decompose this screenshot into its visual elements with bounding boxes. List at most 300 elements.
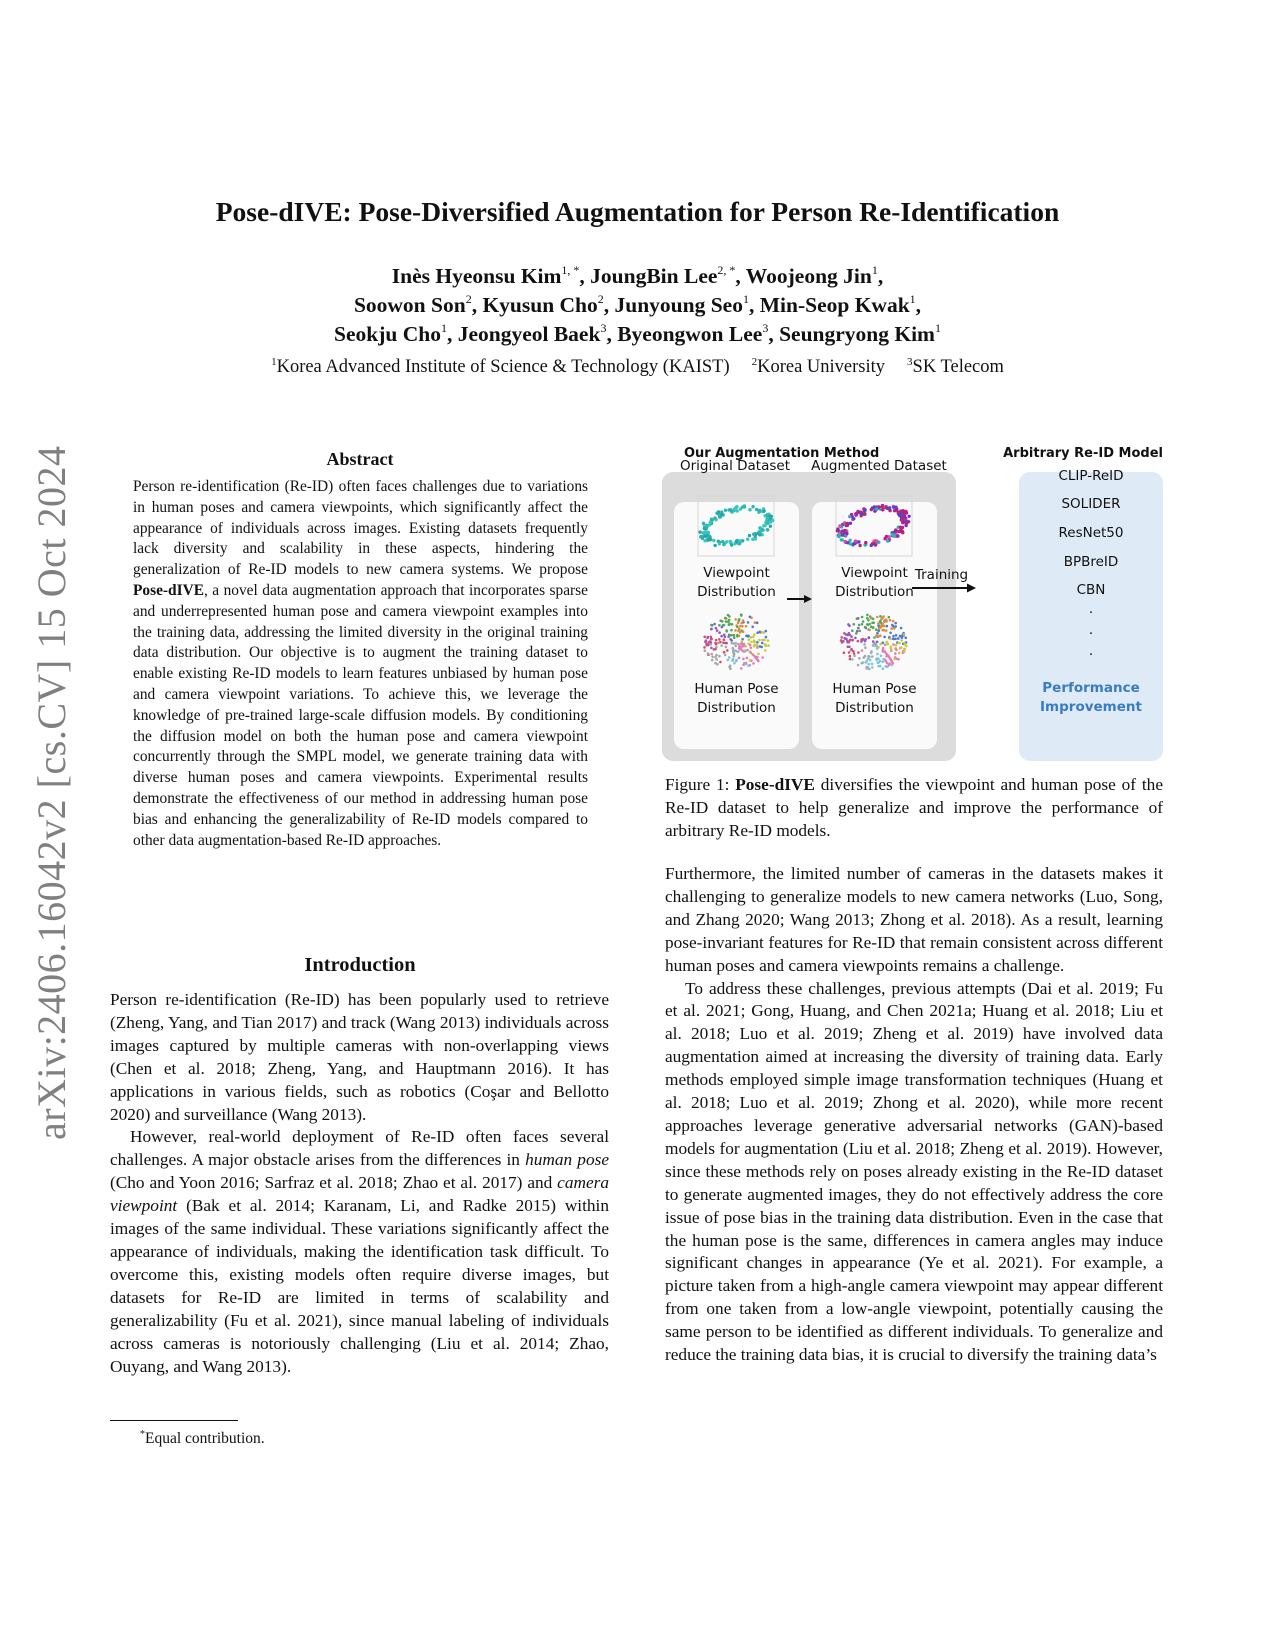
- pose-point: [886, 625, 889, 628]
- pose-point: [710, 628, 713, 631]
- author-affil: 1, *: [561, 263, 580, 277]
- pose-point: [724, 617, 727, 620]
- pose-point: [753, 633, 756, 636]
- pose-point: [714, 642, 717, 645]
- pose-point: [862, 661, 865, 664]
- pose-point: [877, 630, 880, 633]
- pose-point: [761, 642, 764, 645]
- viewpoint-point: [895, 529, 898, 532]
- viewpoint-point: [849, 522, 852, 525]
- right-column-text: [665, 863, 1163, 1367]
- viewpoint-point: [730, 509, 733, 512]
- pose-point: [730, 634, 733, 637]
- pose-point: [864, 638, 867, 641]
- pose-point: [857, 664, 860, 667]
- pose-point: [731, 642, 734, 645]
- pose-point: [864, 655, 867, 658]
- pose-point: [882, 647, 885, 650]
- paper-title: Pose-dIVE: Pose-Diversified Augmentation for Person Re-Identification: [215, 196, 1060, 227]
- model-cbn: CBN: [1076, 582, 1106, 598]
- viewpoint-point: [718, 542, 721, 545]
- pose-point: [851, 658, 854, 661]
- pose-point: [882, 642, 885, 645]
- pose-point: [714, 656, 717, 659]
- pose-point: [894, 658, 897, 661]
- pose-point: [733, 634, 736, 637]
- pose-point: [857, 617, 860, 620]
- viewpoint-point: [840, 538, 843, 541]
- author-line-1: Inès Hyeonsu Kim$^{1, *}$, JoungBin Lee$^{2, *}$, Woojeong Jin$^1$,: [391, 263, 884, 288]
- pose-point: [900, 646, 903, 649]
- paragraph: However, real-world deployment of Re-ID often faces several challenges. A major obstacle arises from the differences in human pose (Cho and Yoon 2016; Sarfraz et al. 2018; Zhao et al. 2017) and camera viewpoint (Bak et al. 2014; Karanam, Li, and Radke 2015) within images of the same individual. These variations significantly affect the appearance of individuals, making the identification task difficult. To overcome this, existing models often require diverse images, but datasets for Re-ID are limited in terms of scalability and generalizability (Fu et al. 2021), since manual labeling of individuals across cameras is notoriously challenging (Liu et al. 2014; Zhao, Ouyang, and Wang 2013).: [110, 1127, 609, 1376]
- original-dataset-title: Original Dataset: [680, 458, 790, 474]
- viewpoint-point: [891, 533, 894, 536]
- pose-point: [721, 626, 724, 629]
- pose-point: [734, 629, 737, 632]
- pose-point: [870, 617, 873, 620]
- pose-point: [706, 644, 709, 647]
- pose-point: [731, 623, 734, 626]
- pose-point: [738, 628, 741, 631]
- pose-point: [849, 655, 852, 658]
- ellipsis-dot: .: [1088, 622, 1094, 638]
- model-title: Arbitrary Re-ID Model: [1003, 446, 1163, 461]
- pose-point: [715, 658, 718, 661]
- viewpoint-point: [901, 509, 904, 512]
- pose-point: [868, 668, 871, 671]
- pose-point: [866, 614, 869, 617]
- author-affil: 1: [440, 321, 447, 335]
- pose-point: [716, 629, 719, 632]
- author-name: Seungryong Kim: [779, 322, 935, 346]
- viewpoint-point: [904, 524, 907, 527]
- pose-point: [889, 619, 892, 622]
- pose-point: [869, 623, 872, 626]
- pose-label-original: Human Pose Distribution: [694, 681, 779, 716]
- viewpoint-point: [712, 539, 715, 542]
- pose-point: [759, 645, 762, 648]
- pose-point: [892, 662, 895, 665]
- pose-point: [884, 644, 887, 647]
- viewpoint-point: [729, 540, 732, 543]
- author-name: Jeongyeol Baek: [457, 322, 601, 346]
- pose-point: [742, 663, 745, 666]
- pose-point: [725, 620, 728, 623]
- viewpoint-point: [858, 544, 861, 547]
- viewpoint-point: [881, 508, 884, 511]
- pose-point: [881, 629, 884, 632]
- pose-point: [724, 654, 727, 657]
- viewpoint-point: [748, 534, 751, 537]
- pose-point: [757, 660, 760, 663]
- pose-point: [885, 629, 888, 632]
- pose-point: [848, 632, 851, 635]
- pose-point: [868, 655, 871, 658]
- pose-point: [886, 642, 889, 645]
- model-clip-reid: CLIP-ReID: [1058, 468, 1124, 484]
- left-column-text: [110, 989, 609, 1378]
- pose-point: [865, 661, 868, 664]
- figure-1: [662, 446, 1164, 764]
- pose-point: [748, 639, 751, 642]
- author-list: [0, 262, 1275, 349]
- pose-point: [858, 624, 861, 627]
- viewpoint-point: [703, 539, 706, 542]
- pose-point: [725, 646, 728, 649]
- viewpoint-point: [838, 524, 841, 527]
- pose-point: [761, 656, 764, 659]
- pose-point: [897, 642, 900, 645]
- pose-point: [713, 623, 716, 626]
- viewpoint-point: [703, 531, 706, 534]
- pose-point: [890, 648, 893, 651]
- pose-point: [842, 640, 845, 643]
- pose-point: [719, 619, 722, 622]
- affil-name: Korea University: [757, 357, 886, 377]
- pose-point: [894, 638, 897, 641]
- pose-point: [846, 640, 849, 643]
- pose-point: [752, 636, 755, 639]
- method-title: Our Augmentation Method: [684, 446, 880, 461]
- viewpoint-point: [762, 509, 765, 512]
- author-name: Woojeong Jin: [745, 264, 872, 288]
- pose-point: [740, 643, 743, 646]
- pose-point: [703, 636, 706, 639]
- pose-point: [853, 623, 856, 626]
- affil-sup: 2: [751, 356, 758, 368]
- pose-point: [723, 634, 726, 637]
- viewpoint-point: [751, 505, 754, 508]
- viewpoint-point: [854, 539, 857, 542]
- pose-point: [735, 642, 738, 645]
- pose-point: [875, 628, 878, 631]
- viewpoint-point: [768, 515, 771, 518]
- viewpoint-point: [896, 534, 899, 537]
- pose-point: [742, 658, 745, 661]
- pose-point: [853, 652, 856, 655]
- pose-point: [894, 622, 897, 625]
- pose-point: [881, 623, 884, 626]
- viewpoint-point: [903, 520, 906, 523]
- affil-sup: 1: [271, 356, 277, 368]
- footnote: *Equal contribution.: [140, 1429, 265, 1447]
- pose-point: [895, 649, 898, 652]
- affil-name: Korea Advanced Institute of Science & Technology (KAIST): [276, 357, 730, 377]
- model-resnet50: ResNet50: [1058, 525, 1124, 541]
- viewpoint-point: [757, 530, 760, 533]
- training-arrow-head-icon: [967, 584, 976, 593]
- pose-point: [861, 623, 864, 626]
- arxiv-identifier: arXiv:2406.16042v2 [cs.CV] 15 Oct 2024: [29, 445, 74, 1140]
- pose-point: [710, 643, 713, 646]
- pose-point: [888, 664, 891, 667]
- pose-point: [852, 650, 855, 653]
- pose-point: [882, 658, 885, 661]
- pose-point: [883, 636, 886, 639]
- pose-point: [897, 658, 900, 661]
- viewpoint-point: [859, 513, 862, 516]
- pose-point: [703, 646, 706, 649]
- pose-point: [711, 656, 714, 659]
- viewpoint-point: [713, 544, 716, 547]
- paragraph: Person re-identification (Re-ID) has been popularly used to retrieve (Zheng, Yang, and Tian 2017) and track (Wang 2013) individuals across images captured by multiple cameras with non-overlapping views (Chen et al. 2018; Zheng, Yang, and Hauptmann 2016). It has applications in various fields, such as robotics (Coşar and Bellotto 2020) and surveillance (Wang 2013).: [110, 990, 609, 1124]
- viewpoint-point: [864, 541, 867, 544]
- pose-point: [849, 658, 852, 661]
- pose-point: [728, 615, 731, 618]
- viewpoint-point: [871, 506, 874, 509]
- pose-point: [733, 636, 736, 639]
- pose-point: [738, 645, 741, 648]
- pose-point: [890, 645, 893, 648]
- pose-point: [877, 665, 880, 668]
- pose-point: [736, 626, 739, 629]
- pose-point: [876, 653, 879, 656]
- author-affil: 2: [597, 292, 604, 306]
- pose-point: [718, 624, 721, 627]
- viewpoint-point: [762, 524, 765, 527]
- pose-point: [753, 640, 756, 643]
- pose-point: [738, 618, 741, 621]
- pose-point: [893, 627, 896, 630]
- viewpoint-point: [766, 513, 769, 516]
- pose-point: [871, 663, 874, 666]
- pose-point: [730, 629, 733, 632]
- pose-point: [750, 641, 753, 644]
- pose-point: [854, 637, 857, 640]
- pose-point: [740, 667, 743, 670]
- viewpoint-point: [724, 509, 727, 512]
- viewpoint-point: [698, 530, 701, 533]
- viewpoint-point: [884, 506, 887, 509]
- pose-point: [710, 647, 713, 650]
- pose-point: [877, 661, 880, 664]
- paragraph: To address these challenges, previous attempts (Dai et al. 2019; Fu et al. 2021; Gong, Huang, and Chen 2021a; Huang et al. 2018; Liu et al. 2018; Luo et al. 2019; Zheng et al. 2019) have involved data augmentation aimed at increasing the diversity of training data. Early methods employed simple image transformation techniques (Huang et al. 2018; Luo et al. 2019; Zhong et al. 2020), while more recent approaches leverage generative adversarial networks (GAN)-based models for augmentation (Liu et al. 2018; Zheng et al. 2019). However, since these methods rely on poses already existing in the Re-ID dataset to generate augmented images, they do not effectively address the core issue of pose bias in the training data distribution. Even in the case that the human pose is the same, differences in camera angles may induce significant changes in appearance (Ye et al. 2021). For example, a picture taken from a high-angle camera viewpoint may appear different from one taken from a low-angle viewpoint, potentially causing the same person to be identified as different individuals. To generalize and reduce the training data bias, it is crucial to diversify the training data’s: [665, 978, 1163, 1365]
- pose-point: [710, 653, 713, 656]
- pose-point: [872, 626, 875, 629]
- pose-point: [869, 659, 872, 662]
- model-solider: SOLIDER: [1061, 496, 1121, 512]
- pose-point: [862, 620, 865, 623]
- pose-point: [728, 624, 731, 627]
- pose-point: [749, 616, 752, 619]
- pose-point: [879, 643, 882, 646]
- pose-point: [885, 618, 888, 621]
- pose-point: [767, 639, 770, 642]
- pose-point: [741, 638, 744, 641]
- abstract-heading: Abstract: [326, 449, 394, 469]
- pose-point: [865, 627, 868, 630]
- training-label: Training: [914, 567, 969, 583]
- pose-point: [880, 625, 883, 628]
- arrow-head-icon: [804, 595, 812, 603]
- author-affil: 2: [465, 292, 472, 306]
- pose-point: [720, 635, 723, 638]
- pose-point: [860, 640, 863, 643]
- pose-point: [708, 641, 711, 644]
- pose-point: [889, 632, 892, 635]
- ellipsis-dot: .: [1088, 643, 1094, 659]
- pose-point: [871, 666, 874, 669]
- pose-point: [750, 636, 753, 639]
- viewpoint-point: [899, 526, 902, 529]
- pose-point: [739, 648, 742, 651]
- caption-method-name: Pose-dIVE: [735, 775, 815, 794]
- viewpoint-point: [758, 509, 761, 512]
- viewpoint-point: [738, 539, 741, 542]
- figure-caption: Figure 1: Pose-dIVE diversifies the viewpoint and human pose of the Re-ID dataset to help generalize and improve the performance of arbitrary Re-ID models.: [665, 775, 1163, 840]
- pose-point: [733, 662, 736, 665]
- pose-point: [762, 631, 765, 634]
- author-name: Kyusun Cho: [482, 293, 598, 317]
- pose-point: [715, 639, 718, 642]
- pose-point: [864, 646, 867, 649]
- affil-sup: 3: [907, 356, 913, 368]
- affil-name: SK Telecom: [912, 357, 1004, 377]
- viewpoint-point: [713, 516, 716, 519]
- viewpoint-point: [863, 513, 866, 516]
- viewpoint-point: [901, 531, 904, 534]
- pose-label-augmented: Human Pose Distribution: [832, 681, 917, 716]
- pose-point: [764, 649, 767, 652]
- pose-point: [880, 655, 883, 658]
- viewpoint-point: [854, 512, 857, 515]
- pose-point: [853, 655, 856, 658]
- footnote-rule: [110, 1420, 238, 1421]
- viewpoint-point: [836, 527, 839, 530]
- viewpoint-point: [771, 519, 774, 522]
- pose-point: [857, 651, 860, 654]
- pose-point: [745, 625, 748, 628]
- pose-point: [849, 639, 852, 642]
- pose-point: [765, 644, 768, 647]
- pose-point: [891, 624, 894, 627]
- pose-point: [858, 630, 861, 633]
- pose-point: [851, 629, 854, 632]
- pose-point: [742, 619, 745, 622]
- viewpoint-point: [702, 522, 705, 525]
- author-affil: 1: [909, 292, 916, 306]
- pose-point: [861, 649, 864, 652]
- pose-point: [875, 657, 878, 660]
- pose-point: [840, 636, 843, 639]
- viewpoint-point: [904, 510, 907, 513]
- pose-point: [900, 627, 903, 630]
- viewpoint-point: [761, 528, 764, 531]
- pose-point: [734, 618, 737, 621]
- viewpoint-point: [736, 509, 739, 512]
- pose-point: [898, 652, 901, 655]
- performance-improvement-label: Performance Improvement: [1040, 680, 1142, 715]
- pose-point: [890, 627, 893, 630]
- pose-point: [707, 652, 710, 655]
- pose-point: [734, 649, 737, 652]
- pose-point: [862, 638, 865, 641]
- pose-point: [727, 659, 730, 662]
- pose-point: [738, 657, 741, 660]
- pose-point: [759, 631, 762, 634]
- author-name: Inès Hyeonsu Kim: [391, 264, 562, 288]
- paragraph: Furthermore, the limited number of cameras in the datasets makes it challenging to generalize models to new camera networks (Luo, Song, and Zhang 2020; Wang 2013; Zhong et al. 2018). As a result, learning pose-invariant features for Re-ID that remain consistent across different human poses and camera viewpoints remains a challenge.: [665, 864, 1163, 975]
- pose-point: [747, 621, 750, 624]
- pose-point: [757, 653, 760, 656]
- pose-point: [897, 637, 900, 640]
- pose-point: [758, 639, 761, 642]
- pose-point: [903, 642, 906, 645]
- pose-point: [877, 635, 880, 638]
- pose-point: [736, 635, 739, 638]
- viewpoint-point: [870, 544, 873, 547]
- pose-point: [704, 649, 707, 652]
- pose-point: [719, 641, 722, 644]
- pose-point: [882, 650, 885, 653]
- viewpoint-point: [766, 528, 769, 531]
- pose-point: [903, 633, 906, 636]
- viewpoint-point: [735, 540, 738, 543]
- author-affil: 1: [934, 321, 941, 335]
- pose-point: [847, 646, 850, 649]
- pose-point: [843, 637, 846, 640]
- viewpoint-point: [709, 521, 712, 524]
- viewpoint-label-augmented: Viewpoint Distribution: [835, 565, 914, 600]
- viewpoint-point: [904, 516, 907, 519]
- pose-point: [747, 664, 750, 667]
- viewpoint-point: [897, 511, 900, 514]
- pose-point: [868, 637, 871, 640]
- pose-point: [857, 627, 860, 630]
- pose-point: [743, 650, 746, 653]
- viewpoint-point: [883, 537, 886, 540]
- pose-point: [746, 657, 749, 660]
- pose-point: [765, 630, 768, 633]
- pose-point: [710, 624, 713, 627]
- pose-point: [715, 627, 718, 630]
- pose-point: [756, 621, 759, 624]
- pose-point: [735, 659, 738, 662]
- pose-point: [843, 651, 846, 654]
- pose-point: [718, 631, 721, 634]
- viewpoint-point: [848, 515, 851, 518]
- pose-point: [855, 632, 858, 635]
- viewpoint-point: [852, 517, 855, 520]
- pose-point: [873, 636, 876, 639]
- pose-point: [749, 644, 752, 647]
- author-line-2: Soowon Son$^2$, Kyusun Cho$^2$, Junyoung Seo$^1$, Min-Seop Kwak$^1$,: [353, 292, 922, 317]
- pose-point: [866, 623, 869, 626]
- pose-point: [904, 648, 907, 651]
- viewpoint-point: [710, 518, 713, 521]
- author-name: Min-Seop Kwak: [759, 293, 910, 317]
- viewpoint-point: [900, 513, 903, 516]
- pose-point: [848, 651, 851, 654]
- pose-point: [895, 634, 898, 637]
- viewpoint-point: [746, 538, 749, 541]
- pose-point: [763, 639, 766, 642]
- pose-point: [739, 625, 742, 628]
- viewpoint-point: [863, 508, 866, 511]
- pose-point: [867, 663, 870, 666]
- pose-point: [870, 650, 873, 653]
- pose-point: [756, 646, 759, 649]
- pose-point: [883, 620, 886, 623]
- viewpoint-point: [907, 515, 910, 518]
- viewpoint-point: [752, 533, 755, 536]
- pose-point: [733, 655, 736, 658]
- pose-point: [866, 617, 869, 620]
- pose-point: [882, 667, 885, 670]
- viewpoint-point: [843, 529, 846, 532]
- pose-point: [749, 659, 752, 662]
- pose-point: [752, 662, 755, 665]
